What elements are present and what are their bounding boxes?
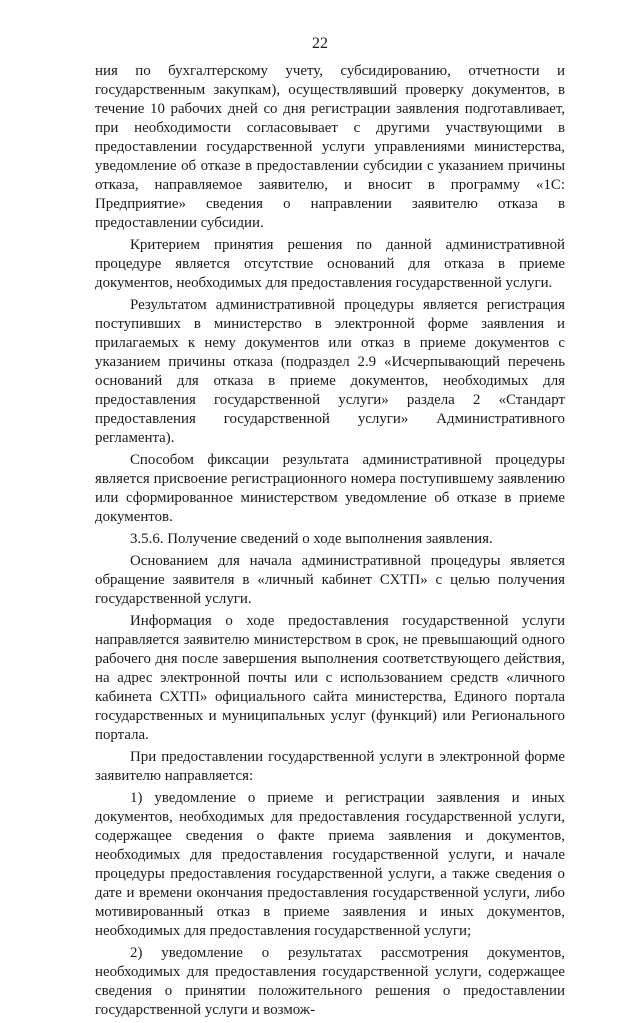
paragraph-progress-info: Информация о ходе предоставления государственной услуги направляется заявителю министерством в срок, не превышающий одного рабочего дня после завершения выполнения соответствующего действия, на адрес электронной почты или с использованием средств «личного кабинета СХТП» официального сайта министерства, Единого портала государственных и муниципальных услуг (функций) или Регионального портала.	[95, 613, 565, 743]
paragraph-procedure-basis: Основанием для начала административной процедуры является обращение заявителя в «личный кабинет СХТП» с целью получения государственной услуги.	[95, 553, 565, 607]
page-number: 22	[312, 35, 328, 52]
list-item-2: 2) уведомление о результатах рассмотрения документов, необходимых для предоставления государственной услуги, содержащее сведения о принятии положительного решения о предоставлении государственной услуги и возмож-	[95, 945, 565, 1018]
list-item-1: 1) уведомление о приеме и регистрации заявления и иных документов, необходимых для предоставления государственной услуги, содержащее сведения о факте приема заявления и документов, необходимых для предоставления государственной услуги, и начале процедуры предоставления государственной услуги, а также сведения о дате и времени окончания предоставления государственной услуги, либо мотивированный отказ в приеме заявления и иных документов, необходимых для предоставления государственной услуги;	[95, 790, 565, 939]
section-heading-3-5-6: 3.5.6. Получение сведений о ходе выполнения заявления.	[130, 531, 493, 547]
body-text	[95, 62, 565, 1023]
paragraph-result-fixation: Способом фиксации результата административной процедуры является присвоение регистрационного номера поступившему заявлению или сформированное министерством уведомление об отказе в приеме документов.	[95, 452, 565, 525]
paragraph-electronic-form-intro: При предоставлении государственной услуги в электронной форме заявителю направляется:	[95, 749, 565, 784]
paragraph-continuation: ния по бухгалтерскому учету, субсидированию, отчетности и государственным закупкам), осуществлявший проверку документов, в течение 10 рабочих дней со дня регистрации заявления подготавливает, при необходимости согласовывает с другими участвующими в предоставлении государственной услуги управлениями министерства, уведомление об отказе в предоставлении субсидии с указанием причины отказа, направляемое заявителю, и вносит в программу «1С: Предприятие» сведения о направлении заявителю отказа в предоставлении субсидии.	[95, 63, 565, 231]
paragraph-decision-criterion: Критерием принятия решения по данной административной процедуре является отсутствие оснований для отказа в приеме документов, необходимых для предоставления государственной услуги.	[95, 237, 565, 291]
paragraph-procedure-result: Результатом административной процедуры является регистрация поступивших в министерство в электронной форме заявления и прилагаемых к нему документов или отказ в приеме документов с указанием причины отказа (подраздел 2.9 «Исчерпывающий перечень оснований для отказа в приеме документов, необходимых для предоставления государственной услуги» раздела 2 «Стандарт предоставления государственной услуги» Административного регламента).	[95, 297, 565, 446]
